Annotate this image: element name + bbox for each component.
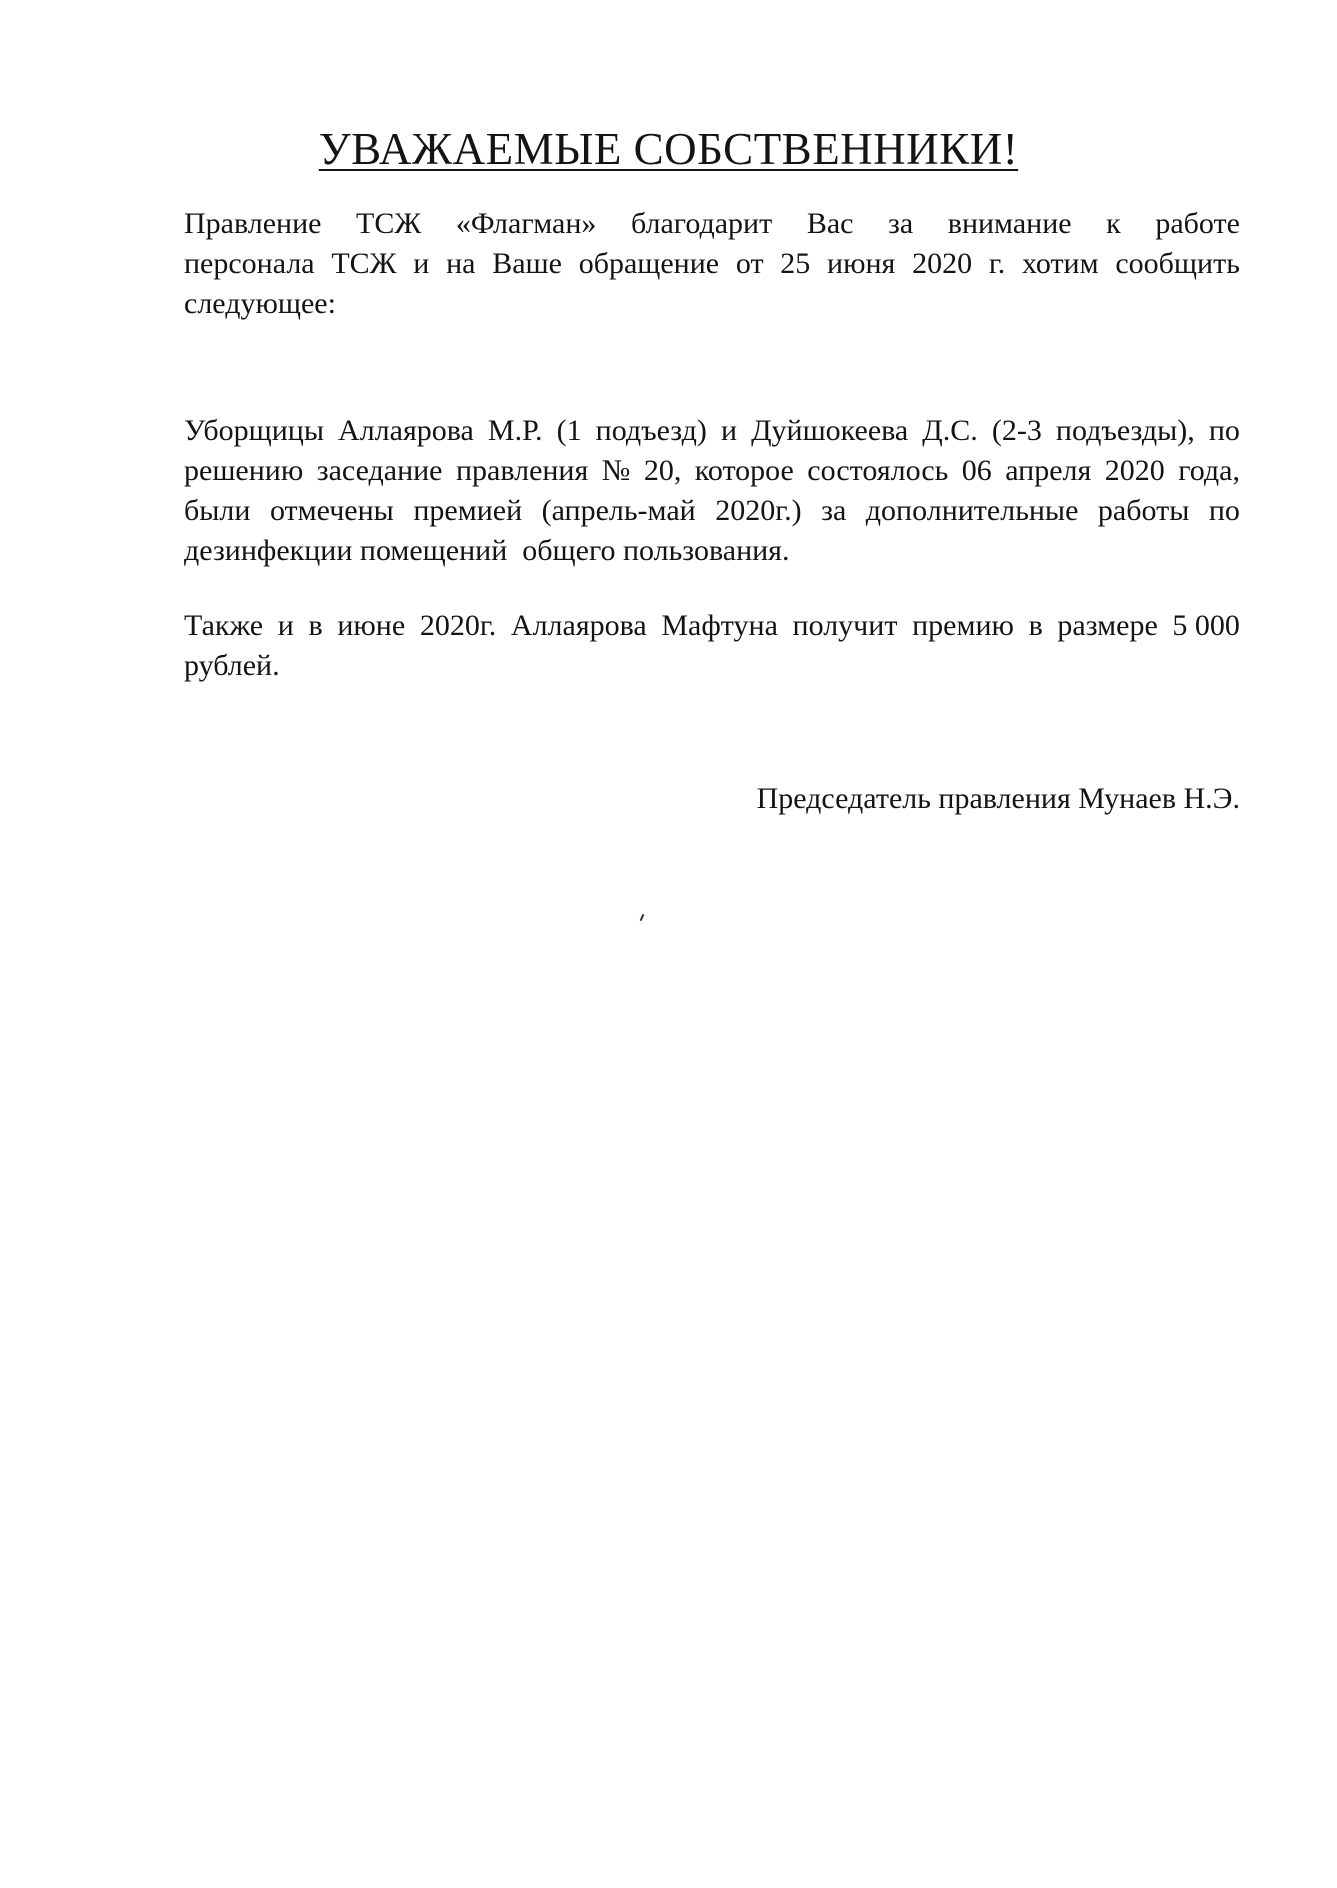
word: ТСЖ (331, 247, 397, 280)
page-title (0, 122, 1337, 176)
word: решению (184, 454, 304, 487)
word: отмечены (269, 494, 394, 527)
paragraph-line: рублей. (184, 649, 280, 682)
word: по (1208, 414, 1240, 447)
word: на (446, 247, 476, 280)
paragraph-line (184, 606, 1240, 646)
word: (2-3 (991, 414, 1042, 447)
word: (апрель-май (541, 494, 696, 527)
word: года, (1178, 454, 1240, 487)
word: 2020 (1104, 454, 1165, 487)
word: Уборщицы (184, 414, 324, 447)
word: июне (337, 609, 406, 642)
word: Мафтуна (661, 609, 778, 642)
word: обращение (578, 247, 720, 280)
signature-line: Председатель правления Мунаев Н.Э. (756, 782, 1240, 815)
word: 20, (643, 454, 682, 487)
word: Ваше (492, 247, 562, 280)
word: были (184, 494, 251, 527)
word: Правление (184, 207, 322, 240)
word: подъезд) (595, 414, 707, 447)
word: Также (184, 609, 264, 642)
word: персонала (184, 247, 315, 280)
paragraph-line: дезинфекции помещений общего пользования. (184, 534, 790, 567)
word: к (1106, 207, 1121, 240)
word: по (1208, 494, 1240, 527)
word: Аллаярова (510, 609, 647, 642)
word: в (1028, 609, 1043, 642)
word: работе (1155, 207, 1240, 240)
word: получит (792, 609, 898, 642)
word: внимание (947, 207, 1072, 240)
word: хотим (1021, 247, 1099, 280)
word: за (821, 494, 847, 527)
paragraph-line (184, 491, 1240, 531)
word: «Флагман» (455, 207, 597, 240)
word: премией (413, 494, 523, 527)
word: дополнительные (865, 494, 1079, 527)
paragraph-cleaners-bonus (184, 411, 1240, 571)
word: 06 (961, 454, 992, 487)
paragraph-line (184, 411, 1240, 451)
scan-speck (640, 914, 645, 921)
word: Дуйшокеева (751, 414, 909, 447)
paragraph-line (184, 244, 1240, 284)
word: в (308, 609, 323, 642)
word: состоялось (807, 454, 949, 487)
word: подъезды), (1055, 414, 1195, 447)
word: от (735, 247, 764, 280)
word: М.Р. (487, 414, 543, 447)
word: Вас (806, 207, 854, 240)
word: (1 (556, 414, 582, 447)
word: № (601, 454, 631, 487)
word: 5 000 (1172, 609, 1240, 642)
word: размере (1057, 609, 1158, 642)
word: за (888, 207, 914, 240)
word: работы (1097, 494, 1190, 527)
word: Аллаярова (338, 414, 474, 447)
paragraph-line (184, 204, 1240, 244)
word: и (277, 609, 294, 642)
word: премию (912, 609, 1014, 642)
paragraph-gratitude (184, 204, 1240, 324)
word: и (720, 414, 737, 447)
page-title-text: УВАЖАЕМЫЕ СОБСТВЕННИКИ! (318, 124, 1019, 174)
paragraph-line (184, 451, 1240, 491)
word: 2020г.) (715, 494, 802, 527)
word: и (413, 247, 430, 280)
word: 25 (780, 247, 811, 280)
paragraph-june-bonus (184, 606, 1240, 686)
word: ТСЖ (356, 207, 422, 240)
word: апреля (1005, 454, 1092, 487)
word: благодарит (630, 207, 773, 240)
word: правления (455, 454, 589, 487)
paragraph-line: следующее: (184, 287, 336, 320)
word: заседание (316, 454, 443, 487)
word: г. (988, 247, 1006, 280)
word: которое (694, 454, 794, 487)
word: сообщить (1115, 247, 1240, 280)
word: 2020 (912, 247, 973, 280)
word: 2020г. (419, 609, 497, 642)
word: июня (827, 247, 896, 280)
word: Д.С. (922, 414, 978, 447)
